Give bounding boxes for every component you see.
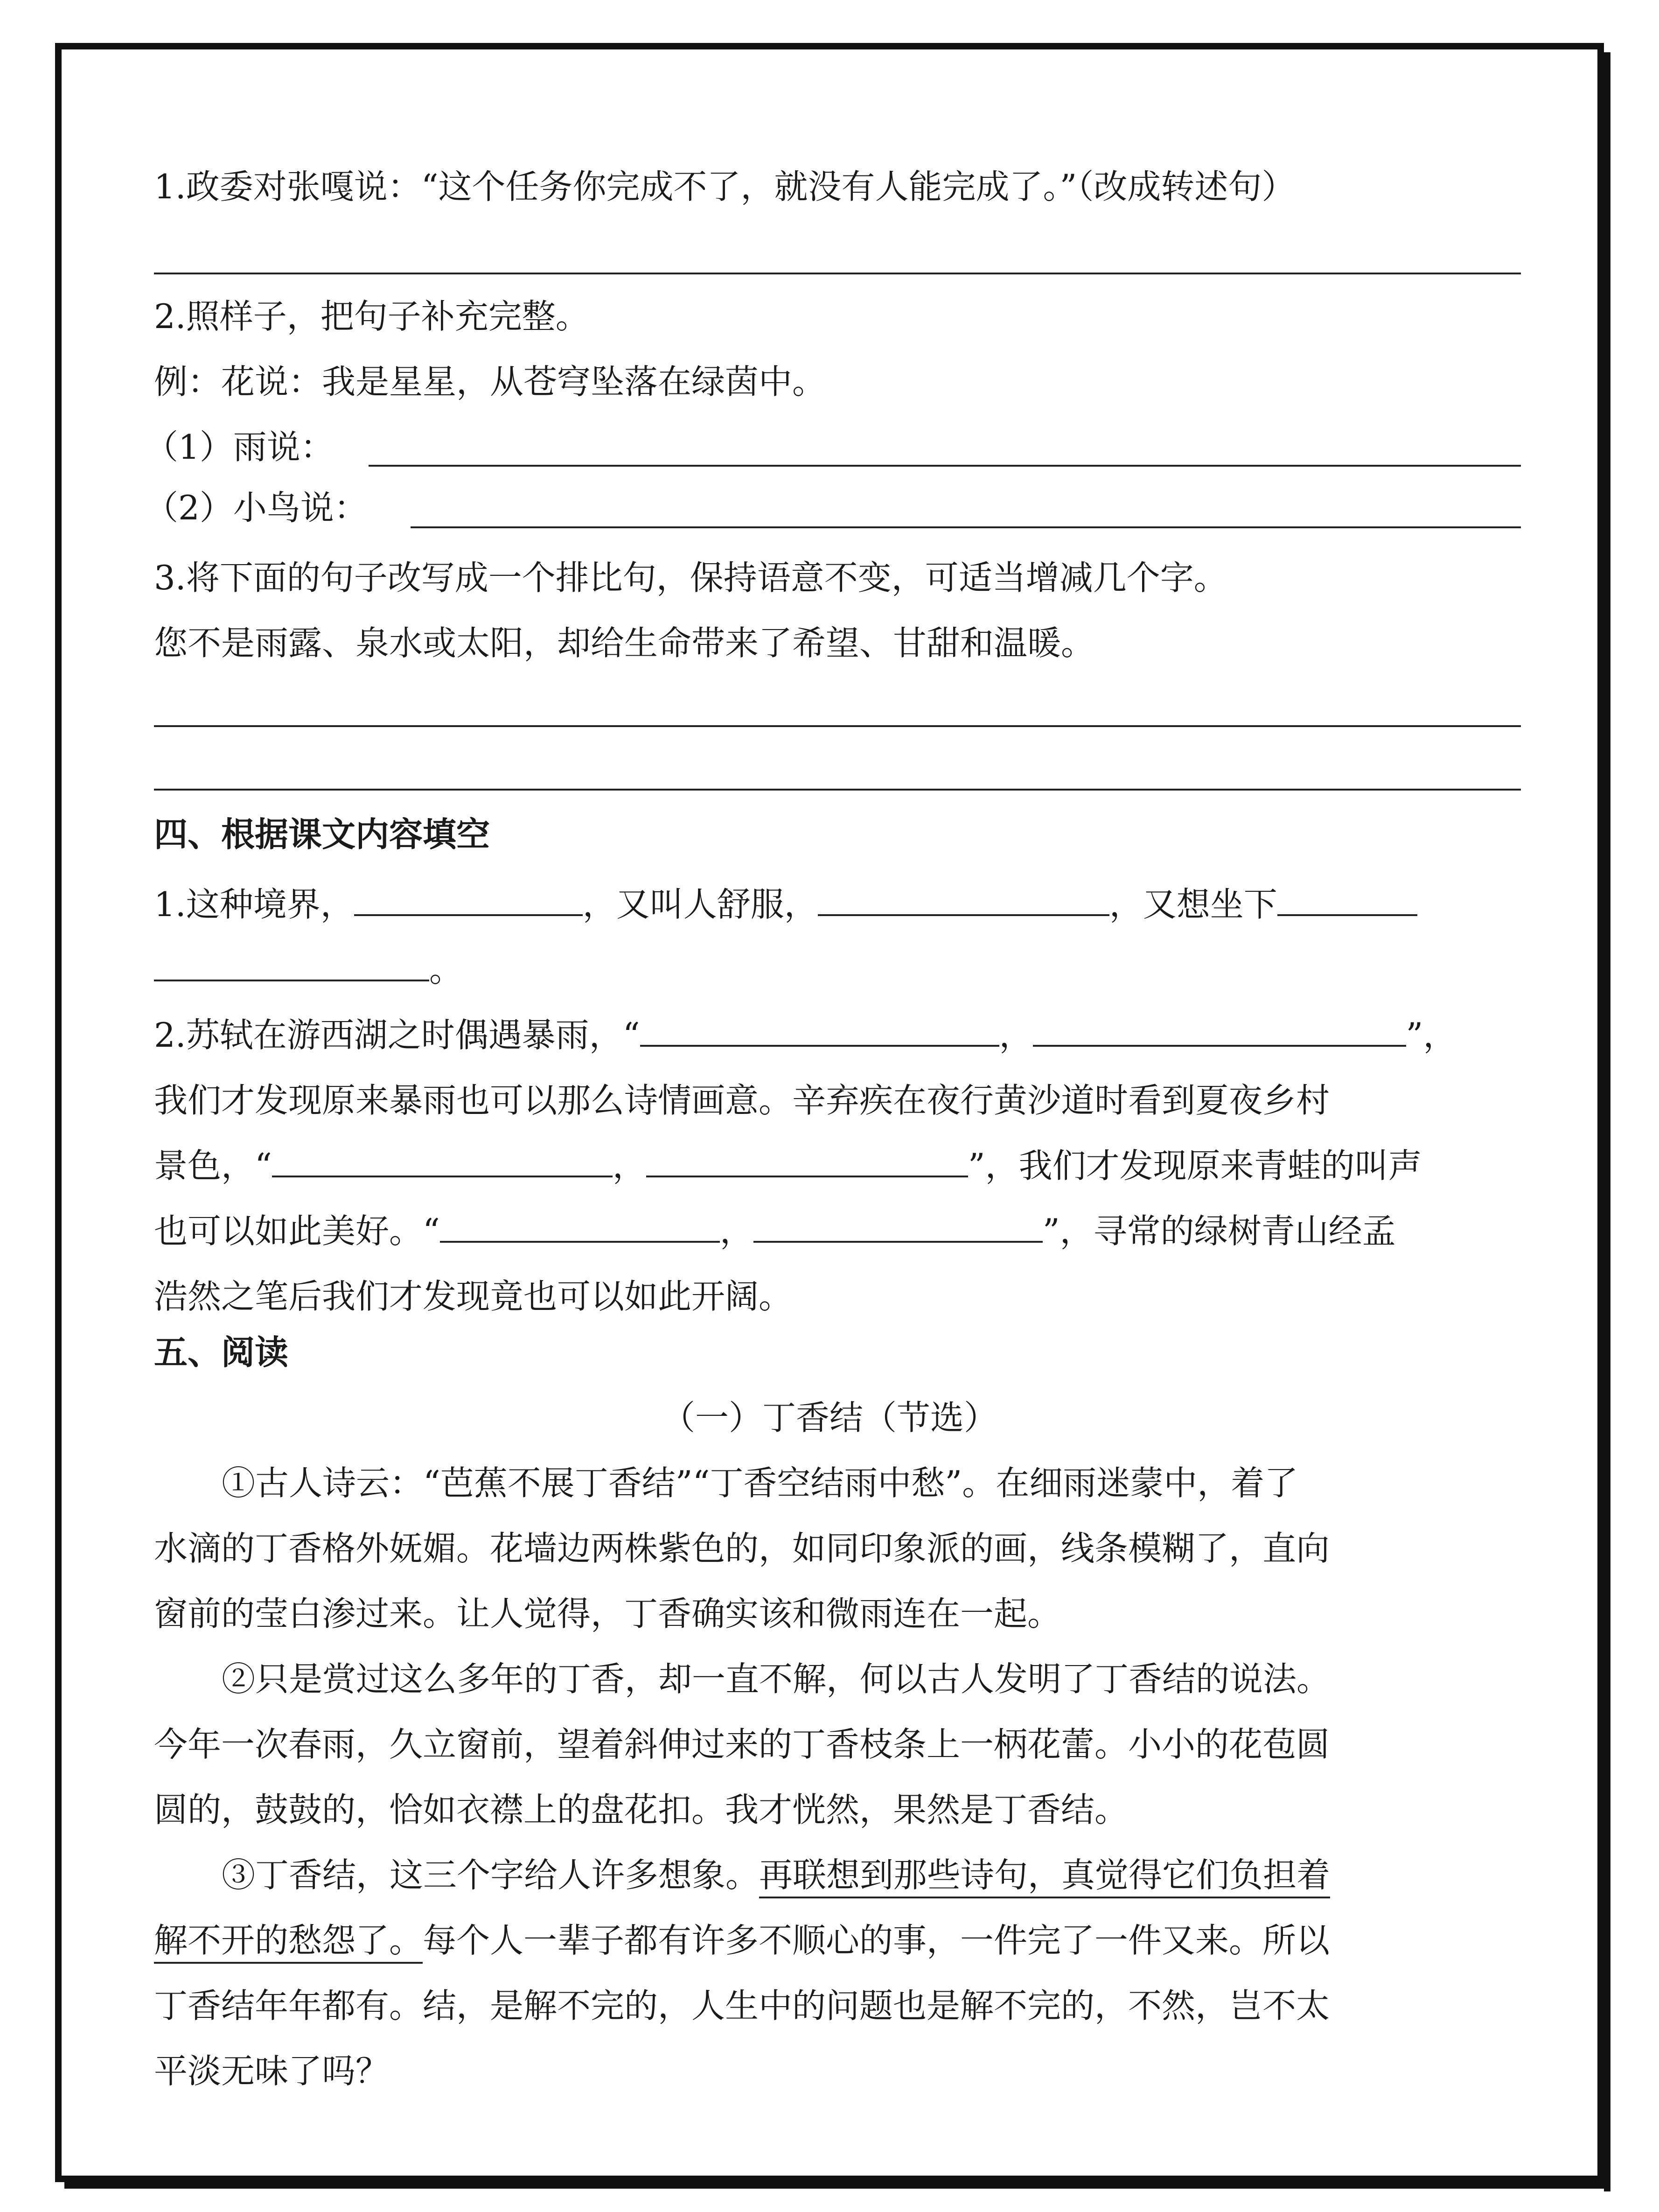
- s4-q1-end: 。: [429, 950, 463, 989]
- s4-q2-l3-a: 景色，“: [154, 1146, 272, 1185]
- passage-p2-line-1: ②只是赏过这么多年的丁香，却一直不解，何以古人发明了丁香结的说法。: [222, 1659, 1331, 1699]
- s4-q1-text-a: 1.这种境界，: [154, 885, 354, 924]
- question-2-item-2-label: （2）小鸟说：: [145, 488, 368, 527]
- s4-q2-l4-b: ，: [719, 1211, 753, 1251]
- blank-s4-q1-3b[interactable]: [154, 952, 429, 981]
- blank-s4-q2-5[interactable]: [440, 1213, 720, 1243]
- blank-s4-q2-2[interactable]: [1033, 1017, 1406, 1047]
- passage-p3-line-4: 平淡无味了吗？: [154, 2051, 390, 2091]
- s4-q2-text-b: ，: [999, 1015, 1033, 1055]
- s4-q2-l4-c: ”，寻常的绿树青山经孟: [1042, 1211, 1396, 1251]
- answer-line-q1[interactable]: [154, 273, 1521, 274]
- answer-line-q3-1[interactable]: [154, 725, 1521, 727]
- answer-line-q3-2[interactable]: [154, 789, 1521, 791]
- passage-p3-line-2: [154, 1918, 1330, 1963]
- s4-q1-text-c: ，又想坐下: [1109, 885, 1277, 924]
- section-5-heading: 五、阅读: [154, 1332, 289, 1372]
- section-4-q2-line-4: [154, 1209, 1396, 1253]
- question-2-title: 2.照样子，把句子补充完整。: [154, 297, 589, 336]
- page-border-shadow-right: [1604, 52, 1610, 2191]
- question-3-sentence: 您不是雨露、泉水或太阳，却给生命带来了希望、甘甜和温暖。: [154, 623, 1095, 663]
- page-border-shadow-bottom: [64, 2182, 1610, 2189]
- question-2-example: 例：花说：我是星星，从苍穹坠落在绿茵中。: [154, 362, 826, 401]
- section-4-q2-line-3: [154, 1143, 1422, 1188]
- question-3-title: 3.将下面的句子改写成一个排比句，保持语意不变，可适当增减几个字。: [154, 558, 1227, 597]
- blank-s4-q2-3[interactable]: [272, 1148, 613, 1177]
- passage-p3-text-a: ③丁香结，这三个字给人许多想象。: [222, 1855, 760, 1895]
- passage-p1-line-2: 水滴的丁香格外妩媚。花墙边两株紫色的，如同印象派的画，线条模糊了，直向: [154, 1529, 1330, 1568]
- s4-q2-l3-c: ”，我们才发现原来青蛙的叫声: [968, 1146, 1422, 1185]
- blank-s4-q1-2[interactable]: [818, 886, 1109, 916]
- blank-s4-q1-1[interactable]: [354, 886, 583, 916]
- passage-p1-line-1: ①古人诗云：“芭蕉不展丁香结”“丁香空结雨中愁”。在细雨迷蒙中，着了: [222, 1463, 1298, 1503]
- section-4-q1-line-1: [154, 882, 1417, 927]
- section-4-q2-line-2: 我们才发现原来暴雨也可以那么诗情画意。辛弃疾在夜行黄沙道时看到夏夜乡村: [154, 1081, 1330, 1120]
- blank-s4-q2-1[interactable]: [640, 1017, 999, 1047]
- section-4-q2-line-5: 浩然之笔后我们才发现竟也可以如此开阔。: [154, 1277, 793, 1316]
- blank-s4-q2-6[interactable]: [753, 1213, 1043, 1243]
- s4-q2-text-c: ”，: [1406, 1015, 1457, 1055]
- answer-line-q2-item-2[interactable]: [411, 526, 1521, 528]
- question-1-text: 1.政委对张嘎说：“这个任务你完成不了，就没有人能完成了。”（改成转述句）: [154, 167, 1296, 206]
- passage-p2-line-2: 今年一次春雨，久立窗前，望着斜伸过来的丁香枝条上一柄花蕾。小小的花苞圆: [154, 1725, 1330, 1764]
- passage-p2-line-3: 圆的，鼓鼓的，恰如衣襟上的盘花扣。我才恍然，果然是丁香结。: [154, 1790, 1129, 1829]
- s4-q2-l4-a: 也可以如此美好。“: [154, 1211, 440, 1251]
- section-4-heading: 四、根据课文内容填空: [154, 814, 490, 854]
- passage-p3-text-b: 每个人一辈子都有许多不顺心的事，一件完了一件又来。所以: [423, 1921, 1330, 1960]
- passage-title: （一）丁香结（节选）: [661, 1398, 997, 1437]
- blank-s4-q2-4[interactable]: [646, 1148, 968, 1177]
- s4-q2-l3-b: ，: [612, 1146, 646, 1185]
- passage-p3-line-3: 丁香结年年都有。结，是解不完的，人生中的问题也是解不完的，不然，岂不太: [154, 1986, 1330, 2025]
- section-4-q2-line-1: [154, 1013, 1457, 1057]
- underlined-sentence-part-2: 解不开的愁怨了。: [154, 1921, 423, 1964]
- question-2-item-1-label: （1）雨说：: [145, 427, 334, 467]
- section-4-q1-line-2: [154, 947, 463, 992]
- underlined-sentence-part-1: 再联想到那些诗句，真觉得它们负担着: [759, 1855, 1330, 1898]
- answer-line-q2-item-1[interactable]: [369, 465, 1521, 467]
- passage-p3-line-1: [222, 1853, 1330, 1897]
- s4-q2-text-a: 2.苏轼在游西湖之时偶遇暴雨，“: [154, 1015, 640, 1055]
- passage-p1-line-3: 窗前的莹白渗过来。让人觉得，丁香确实该和微雨连在一起。: [154, 1594, 1061, 1633]
- s4-q1-text-b: ，又叫人舒服，: [582, 885, 818, 924]
- blank-s4-q1-3a[interactable]: [1277, 886, 1417, 916]
